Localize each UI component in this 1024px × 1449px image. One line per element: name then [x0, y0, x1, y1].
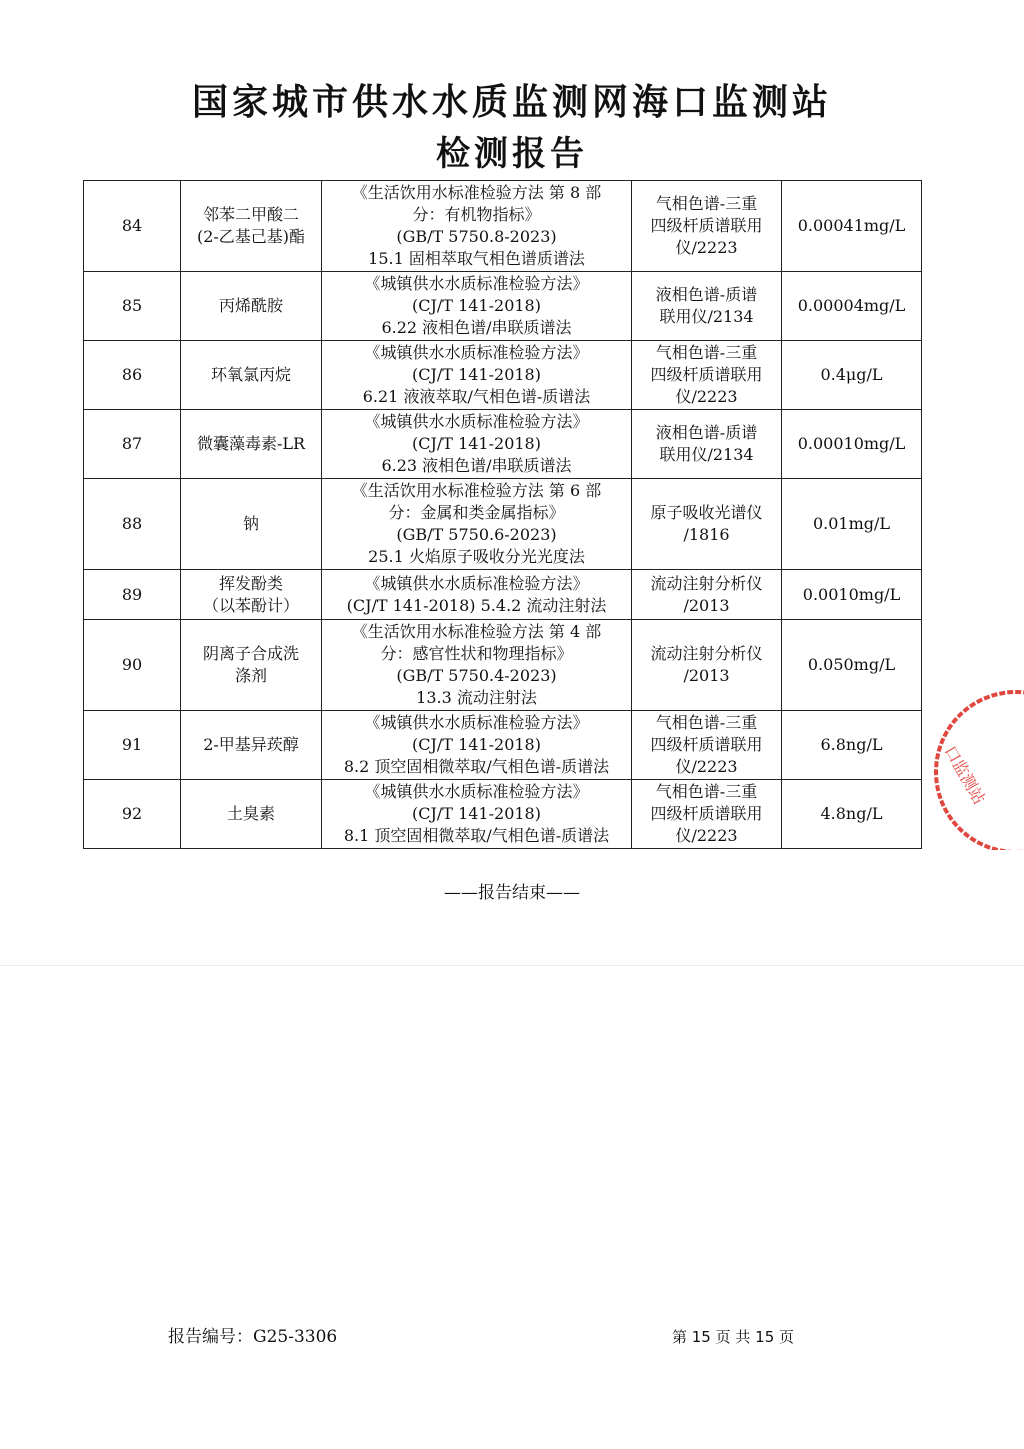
- cell-limit: 0.00004mg/L: [782, 272, 922, 341]
- cell-item: [181, 620, 322, 711]
- cell-method: [322, 341, 632, 410]
- table-row: [84, 181, 922, 272]
- cell-instrument-line: 原子吸收光谱仪: [650, 503, 763, 522]
- cell-method: [322, 479, 632, 570]
- table-row: [84, 410, 922, 479]
- report-number: 报告编号：G25-3306: [168, 1327, 338, 1347]
- table-row: [84, 711, 922, 780]
- cell-item: [181, 181, 322, 272]
- cell-item-line: 土臭素: [226, 804, 275, 823]
- cell-limit: 0.00041mg/L: [782, 181, 922, 272]
- cell-item-line: (2-乙基己基)酯: [196, 227, 306, 246]
- cell-no: 92: [84, 780, 181, 849]
- table-row: [84, 570, 922, 620]
- cell-instrument: [632, 620, 782, 711]
- cell-limit: 0.4μg/L: [782, 341, 922, 410]
- cell-limit: 6.8ng/L: [782, 711, 922, 780]
- cell-item: [181, 272, 322, 341]
- cell-method-line: 15.1 固相萃取气相色谱质谱法: [368, 249, 585, 268]
- report-end-note: ——报告结束——: [444, 883, 580, 903]
- cell-instrument: [632, 341, 782, 410]
- cell-instrument-line: 四级杆质谱联用: [650, 365, 763, 384]
- cell-method-line: 8.2 顶空固相微萃取/气相色谱-质谱法: [343, 757, 610, 776]
- results-table: [83, 180, 922, 849]
- cell-limit: 0.050mg/L: [782, 620, 922, 711]
- cell-instrument-line: 联用仪/2134: [659, 445, 754, 464]
- cell-method: [322, 620, 632, 711]
- cell-instrument-line: 联用仪/2134: [659, 307, 754, 326]
- cell-instrument-line: 四级杆质谱联用: [650, 804, 763, 823]
- cell-no: 90: [84, 620, 181, 711]
- cell-method-line: 分：感官性状和物理指标》: [380, 644, 573, 663]
- cell-instrument: [632, 711, 782, 780]
- cell-instrument-line: 流动注射分析仪: [650, 644, 763, 663]
- cell-method-line: 6.23 液相色谱/串联质谱法: [381, 456, 572, 475]
- cell-item-line: 2-甲基异莰醇: [203, 735, 299, 754]
- cell-item-line: 涤剂: [234, 666, 267, 685]
- cell-method-line: 分：有机物指标》: [412, 205, 541, 224]
- cell-method-line: 《城镇供水水质标准检验方法》: [364, 274, 589, 293]
- cell-instrument-line: 气相色谱-三重: [655, 713, 758, 732]
- cell-instrument-line: 仪/2223: [675, 826, 738, 845]
- scan-divider: [0, 965, 1024, 966]
- cell-item: [181, 570, 322, 620]
- cell-method: [322, 570, 632, 620]
- cell-method: [322, 711, 632, 780]
- cell-instrument-line: 四级杆质谱联用: [650, 216, 763, 235]
- cell-method-line: 6.22 液相色谱/串联质谱法: [381, 318, 572, 337]
- cell-item-line: 丙烯酰胺: [218, 296, 283, 315]
- cell-method-line: 《城镇供水水质标准检验方法》: [364, 412, 589, 431]
- cell-instrument-line: 四级杆质谱联用: [650, 735, 763, 754]
- cell-limit: 0.01mg/L: [782, 479, 922, 570]
- cell-instrument-line: 仪/2223: [675, 238, 738, 257]
- cell-method-line: (CJ/T 141-2018) 5.4.2 流动注射法: [346, 595, 607, 615]
- cell-instrument-line: 仪/2223: [675, 757, 738, 776]
- cell-method-line: 《城镇供水水质标准检验方法》: [364, 713, 589, 732]
- cell-instrument-line: 仪/2223: [675, 387, 738, 406]
- cell-no: 91: [84, 711, 181, 780]
- cell-method-line: (CJ/T 141-2018): [412, 365, 541, 384]
- cell-item: [181, 341, 322, 410]
- cell-method: [322, 272, 632, 341]
- cell-item-line: 钠: [242, 514, 259, 533]
- cell-item: [181, 479, 322, 570]
- table-row: [84, 272, 922, 341]
- cell-instrument-line: 流动注射分析仪: [650, 573, 763, 593]
- cell-method-line: 《生活饮用水标准检验方法 第 6 部: [351, 481, 602, 500]
- cell-item-line: 微囊藻毒素-LR: [196, 434, 306, 453]
- cell-method-line: (GB/T 5750.4-2023): [396, 666, 557, 685]
- cell-item-line: 环氧氯丙烷: [210, 365, 291, 384]
- cell-item-line: 挥发酚类: [218, 573, 283, 593]
- cell-method-line: 13.3 流动注射法: [416, 688, 537, 707]
- cell-instrument: [632, 410, 782, 479]
- cell-item: [181, 711, 322, 780]
- cell-item: [181, 410, 322, 479]
- results-table-body: [84, 181, 922, 849]
- cell-method: [322, 780, 632, 849]
- cell-no: 86: [84, 341, 181, 410]
- cell-limit: 0.00010mg/L: [782, 410, 922, 479]
- cell-item-line: （以苯酚计）: [202, 595, 299, 615]
- cell-instrument-line: /2013: [683, 666, 730, 685]
- table-row: [84, 780, 922, 849]
- cell-item-line: 阴离子合成洗: [202, 644, 299, 663]
- cell-method-line: 《生活饮用水标准检验方法 第 8 部: [351, 183, 602, 202]
- cell-limit: 0.0010mg/L: [782, 570, 922, 620]
- seal-text: 口监测站: [940, 742, 989, 808]
- page-number: 第 15 页 共 15 页: [672, 1328, 795, 1346]
- cell-method-line: 分：金属和类金属指标》: [388, 503, 565, 522]
- cell-instrument: [632, 780, 782, 849]
- cell-method-line: (GB/T 5750.6-2023): [396, 525, 557, 544]
- cell-method-line: 6.21 液液萃取/气相色谱-质谱法: [362, 387, 591, 406]
- cell-method-line: (GB/T 5750.8-2023): [396, 227, 557, 246]
- cell-instrument-line: 气相色谱-三重: [655, 194, 758, 213]
- cell-instrument: [632, 272, 782, 341]
- cell-method-line: 《生活饮用水标准检验方法 第 4 部: [351, 622, 602, 641]
- cell-no: 89: [84, 570, 181, 620]
- table-row: [84, 479, 922, 570]
- cell-no: 84: [84, 181, 181, 272]
- report-subtitle: 检测报告: [436, 134, 588, 174]
- cell-instrument-line: 液相色谱-质谱: [655, 423, 758, 442]
- cell-method: [322, 181, 632, 272]
- cell-item: [181, 780, 322, 849]
- cell-no: 88: [84, 479, 181, 570]
- cell-instrument-line: 液相色谱-质谱: [655, 285, 758, 304]
- seal-stamp: [924, 690, 1024, 850]
- seal-ring: [936, 692, 1024, 850]
- report-title: 国家城市供水水质监测网海口监测站: [191, 82, 832, 123]
- cell-instrument-line: /1816: [683, 525, 730, 544]
- table-row: [84, 341, 922, 410]
- cell-method-line: (CJ/T 141-2018): [412, 296, 541, 315]
- cell-method-line: (CJ/T 141-2018): [412, 434, 541, 453]
- cell-method-line: 8.1 顶空固相微萃取/气相色谱-质谱法: [343, 826, 610, 845]
- cell-method-line: 《城镇供水水质标准检验方法》: [364, 343, 589, 362]
- cell-instrument-line: 气相色谱-三重: [655, 782, 758, 801]
- cell-instrument: [632, 181, 782, 272]
- cell-instrument: [632, 479, 782, 570]
- cell-no: 87: [84, 410, 181, 479]
- cell-instrument: [632, 570, 782, 620]
- cell-method-line: (CJ/T 141-2018): [412, 804, 541, 823]
- cell-limit: 4.8ng/L: [782, 780, 922, 849]
- cell-method-line: 《城镇供水水质标准检验方法》: [364, 573, 589, 593]
- cell-method: [322, 410, 632, 479]
- cell-method-line: 25.1 火焰原子吸收分光光度法: [368, 547, 585, 566]
- cell-method-line: 《城镇供水水质标准检验方法》: [364, 782, 589, 801]
- cell-no: 85: [84, 272, 181, 341]
- cell-instrument-line: /2013: [683, 595, 730, 615]
- cell-item-line: 邻苯二甲酸二: [202, 205, 299, 224]
- cell-method-line: (CJ/T 141-2018): [412, 735, 541, 754]
- table-row: [84, 620, 922, 711]
- cell-instrument-line: 气相色谱-三重: [655, 343, 758, 362]
